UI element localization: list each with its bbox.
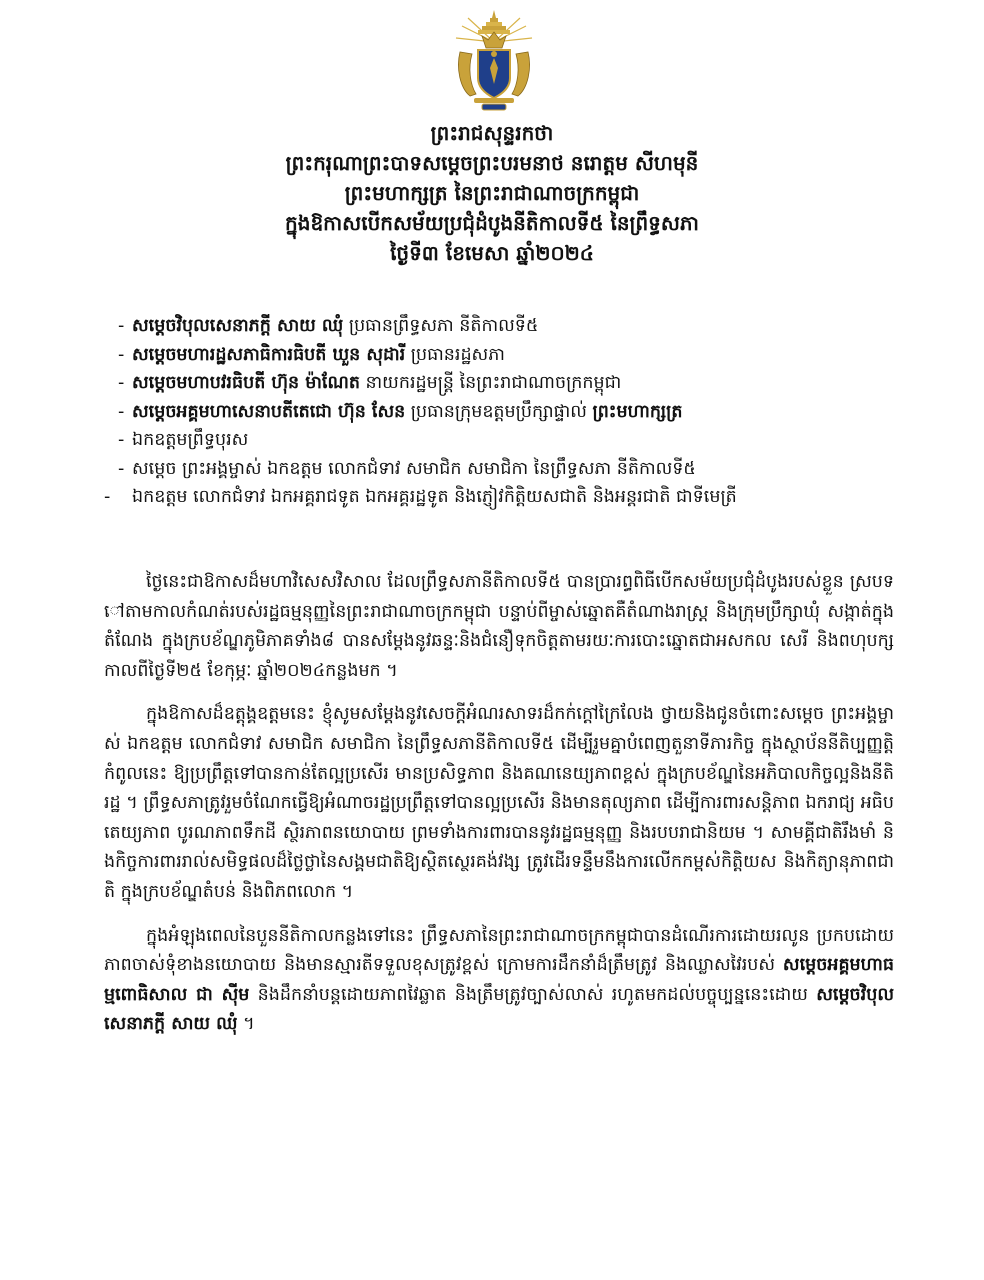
salutation-item: - ឯកឧត្តម លោកជំទាវ ឯកអគ្គរាជទូត ឯកអគ្គរដ្ឋទូត និងភ្ញៀវកិត្តិយសជាតិ និងអន្តរជាតិ ជាទីមេត្រី bbox=[104, 487, 737, 507]
body-paragraph: ថ្ងៃនេះជាឱកាសដ៏មហាវិសេសវិសាល ដែលព្រឹទ្ធសភានីតិកាលទី៥ បានប្រារព្ធពិធីបើកសម័យប្រជុំដំបូងរបស់ខ្លួន ស្របទៅតាមកាលកំណត់របស់រដ្ឋធម្មនុញ្ញនៃព្រះរាជាណាចក្រកម្ពុជា បន្ទាប់ពីម្ចាស់ឆ្នោតគឺតំណាងរាស្ត្រ និងក្រុមប្រឹក្សាឃុំ សង្កាត់ក្នុងតំណែង ក្នុងក្របខ័ណ្ឌភូមិភាគទាំង៨ បានសម្តែងនូវឆន្ទៈនិងជំនឿទុកចិត្តតាមរយៈការបោះឆ្នោតជាអសកល សេរី និងពហុបក្ស កាលពីថ្ងៃទី២៥ ខែកុម្ភៈ ឆ្នាំ២០២៤កន្លងមក ។ bbox=[104, 572, 894, 681]
salutation-item: - សម្តេចមហាបវរធិបតី ហ៊ុន ម៉ាណែត នាយករដ្ឋមន្ត្រី នៃព្រះរាជាណាចក្រកម្ពុជា bbox=[118, 373, 622, 393]
salutation-item: - ឯកឧត្តមព្រឹទ្ធបុរស bbox=[118, 430, 249, 450]
body-paragraph: ក្នុងឱកាសដ៏ឧត្តុង្គឧត្តមនេះ ខ្ញុំសូមសម្តែងនូវសេចក្តីអំណរសាទរដ៏កក់ក្តៅក្រៃលែង ថ្វាយនិងជូនចំពោះសម្តេច ព្រះអង្គម្ចាស់ ឯកឧត្តម លោកជំទាវ សមាជិក សមាជិកា នៃព្រឹទ្ធសភានីតិកាលទី៥ ដើម្បីរួមគ្នាបំពេញតួនាទីភារកិច្ច ក្នុងស្ថាប័ននីតិប្បញ្ញត្តិកំពូលនេះ ឱ្យប្រព្រឹត្តទៅបានកាន់តែល្អប្រសើរ មានប្រសិទ្ធភាព និងគណនេយ្យភាពខ្ពស់ ក្នុងក្របខ័ណ្ឌនៃអភិបាលកិច្ចល្អនិងនីតិរដ្ឋ ។ ព្រឹទ្ធសភាត្រូវរួមចំណែកធ្វើឱ្យអំណាចរដ្ឋប្រព្រឹត្តទៅបានល្អប្រសើរ និងមានតុល្យភាព ដើម្បីការពារសន្តិភាព ឯករាជ្យ អធិបតេយ្យភាព បូរណភាពទឹកដី ស្ថិរភាពនយោបាយ ព្រមទាំងការពារបាននូវរដ្ឋធម្មនុញ្ញ និងរបបរាជានិយម ។ សាមគ្គីជាតិរឹងមាំ និងកិច្ចការពាររាល់សមិទ្ធផលដ៏ថ្លៃថ្លានៃសង្គមជាតិឱ្យស្ថិតស្ថេរគង់វង្ស ត្រូវដើរទន្ទឹមនឹងការលើកកម្ពស់កិត្តិយស និងកិត្យានុភាពជាតិ ក្នុងក្របខ័ណ្ឌតំបន់ និងពិភពលោក ។ bbox=[104, 704, 894, 902]
speech-date: ថ្ងៃទី៣ ខែមេសា ឆ្នាំ២០២៤ bbox=[390, 241, 594, 265]
salutation-item: - សម្តេចវិបុលសេនាភក្តី សាយ ឈុំ ប្រធានព្រឹទ្ធសភា នីតិកាលទី៥ bbox=[118, 316, 539, 336]
royal-coat-of-arms-icon bbox=[452, 8, 536, 114]
speech-title-block bbox=[180, 118, 804, 268]
speaker-name: ព្រះករុណាព្រះបាទសម្តេចព្រះបរមនាថ នរោត្តម សីហមុនី bbox=[285, 151, 699, 175]
occasion: ក្នុងឱកាសបើកសម័យប្រជុំដំបូងនីតិកាលទី៥ នៃព្រឹទ្ធសភា bbox=[285, 211, 699, 235]
salutation-item: - សម្តេចអគ្គមហាសេនាបតីតេជោ ហ៊ុន សែន ប្រធានក្រុមឧត្តមប្រឹក្សាផ្ទាល់ ព្រះមហាក្សត្រ bbox=[118, 401, 683, 422]
body-paragraph: ក្នុងអំឡុងពេលនៃបួននីតិកាលកន្លងទៅនេះ ព្រឹទ្ធសភានៃព្រះរាជាណាចក្រកម្ពុជាបានដំណើរការដោយរលូន ប្រកបដោយភាពចាស់ទុំខាងនយោបាយ និងមានស្មារតីទទួលខុសត្រូវខ្ពស់ ក្រោមការដឹកនាំដ៏ត្រឹមត្រូវ និងឈ្លាសវៃរបស់ សម្តេចអគ្គមហាធម្មពោធិសាល ជា ស៊ីម និងដឹកនាំបន្តដោយភាពវៃឆ្លាត និងត្រឹមត្រូវច្បាស់លាស់ រហូតមកដល់បច្ចុប្បន្ននេះដោយ សម្តេចវិបុលសេនាភក្តី សាយ ឈុំ ។ bbox=[104, 925, 894, 1035]
speech-title: ព្រះរាជសុន្ទរកថា bbox=[430, 121, 554, 145]
salutation-list bbox=[104, 312, 908, 512]
speaker-title: ព្រះមហាក្សត្រ នៃព្រះរាជាណាចក្រកម្ពុជា bbox=[344, 181, 640, 205]
speech-body bbox=[104, 568, 894, 1054]
salutation-item: - សម្តេច ព្រះអង្គម្ចាស់ ឯកឧត្តម លោកជំទាវ សមាជិក សមាជិកា នៃព្រឹទ្ធសភា នីតិកាលទី៥ bbox=[118, 458, 696, 479]
salutation-item: - សម្តេចមហារដ្ឋសភាធិការធិបតី ឃួន សុដារី ប្រធានរដ្ឋសភា bbox=[118, 344, 505, 365]
